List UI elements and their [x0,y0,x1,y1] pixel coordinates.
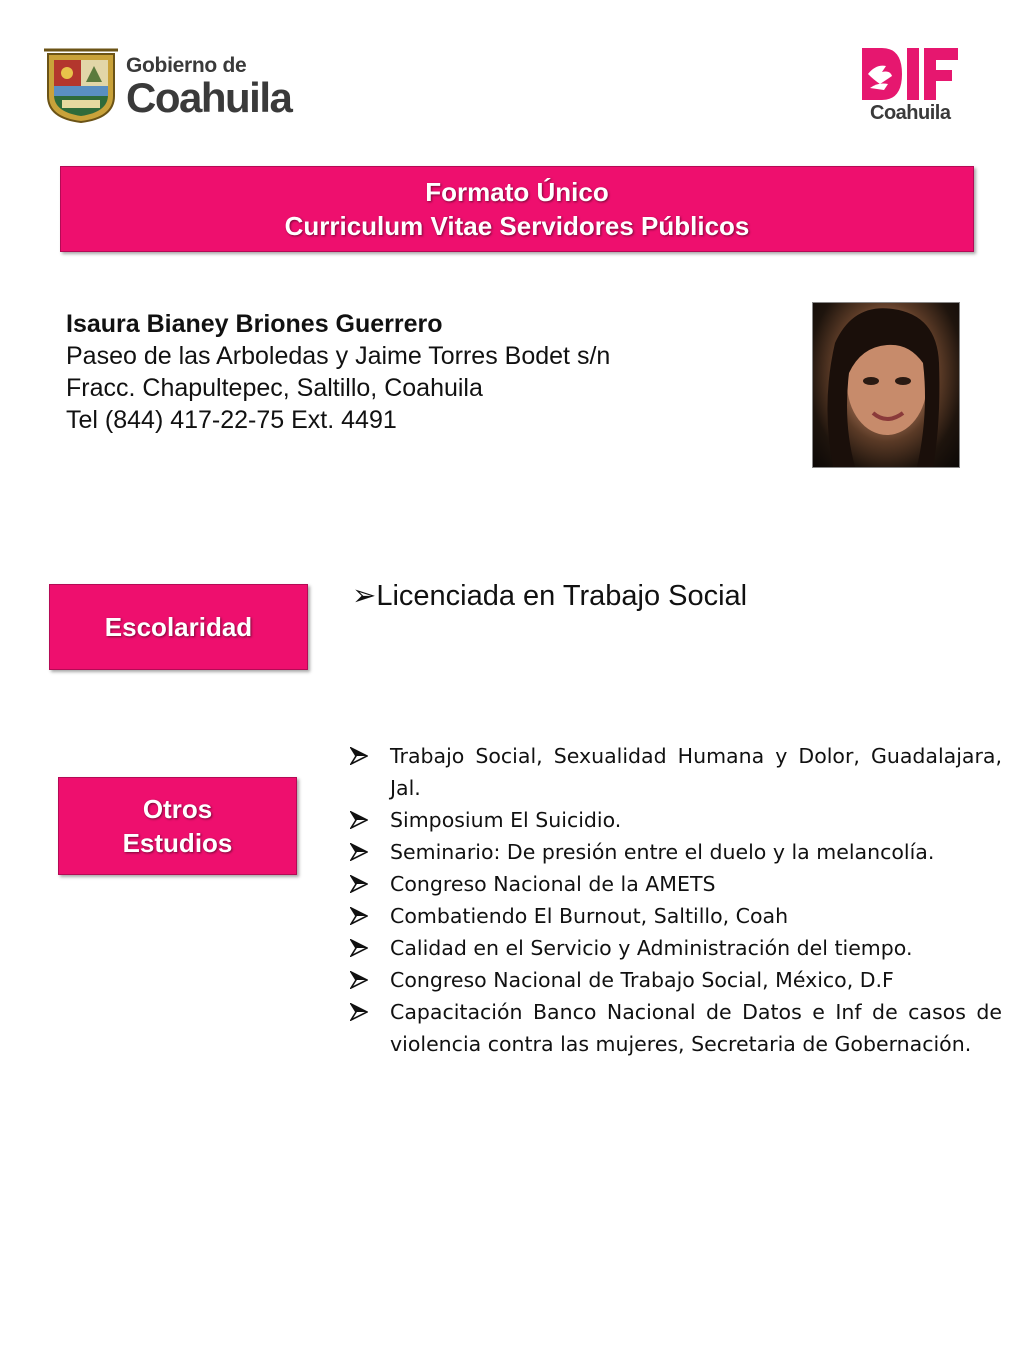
arrow-bullet-icon [350,875,368,893]
list-item-text: Capacitación Banco Nacional de Datos e Inf de casos de violencia contra las mujeres, Secretaria de Gobernación. [390,1000,1002,1056]
person-name: Isaura Bianey Briones Guerrero [66,310,443,338]
arrow-bullet-icon [350,939,368,957]
list-item-text: Combatiendo El Burnout, Saltillo, Coah [390,904,789,928]
arrow-bullet-icon [350,811,368,829]
title-banner [60,166,974,252]
arrow-bullet-icon [350,843,368,861]
arrow-bullet-icon: ➢ [352,580,377,612]
list-item-text: Congreso Nacional de la AMETS [390,872,716,896]
coat-of-arms-icon [44,48,118,124]
banner-subtitle: Curriculum Vitae Servidores Públicos [284,211,750,241]
list-item [350,900,1002,932]
list-item [350,836,1002,868]
list-item [350,868,1002,900]
otros-estudios-label [58,777,297,875]
logo-coahuila-text: Coahuila [126,74,292,121]
escolaridad-item [352,578,747,614]
list-item [350,740,1002,804]
portrait-icon [813,303,959,467]
gobierno-coahuila-logo [44,44,314,128]
dif-logo-icon [860,44,960,104]
list-item-text: Calidad en el Servicio y Administración del tiempo. [390,936,913,960]
profile-photo [812,302,960,468]
contact-block [66,308,786,436]
address-line-1: Paseo de las Arboledas y Jaime Torres Bodet s/n [66,342,611,370]
otros-estudios-list [350,740,1002,1060]
escolaridad-label-text: Escolaridad [104,612,253,642]
list-item-text: Trabajo Social, Sexualidad Humana y Dolor, Guadalajara, Jal. [390,744,1002,800]
list-item [350,964,1002,996]
address-line-2: Fracc. Chapultepec, Saltillo, Coahuila [66,374,483,402]
list-item-text: Congreso Nacional de Trabajo Social, México, D.F [390,968,894,992]
arrow-bullet-icon [350,907,368,925]
list-item-text: Simposium El Suicidio. [390,808,622,832]
logo-gobierno-text: Gobierno de [126,54,247,77]
dif-sub-text: Coahuila [870,102,951,124]
otros-estudios-label-line-2: Estudios [122,828,233,858]
arrow-bullet-icon [350,747,368,765]
list-item [350,932,1002,964]
escolaridad-item-text: Licenciada en Trabajo Social [376,580,748,612]
banner-title: Formato Único [425,177,609,207]
list-item [350,804,1002,836]
arrow-bullet-icon [350,971,368,989]
arrow-bullet-icon [350,1003,368,1021]
list-item [350,996,1002,1060]
list-item-text: Seminario: De presión entre el duelo y la melancolía. [390,840,935,864]
otros-estudios-label-line-1: Otros [142,794,213,824]
escolaridad-label [49,584,308,670]
phone-line: Tel (844) 417-22-75 Ext. 4491 [66,406,397,434]
dif-coahuila-logo [860,44,970,128]
